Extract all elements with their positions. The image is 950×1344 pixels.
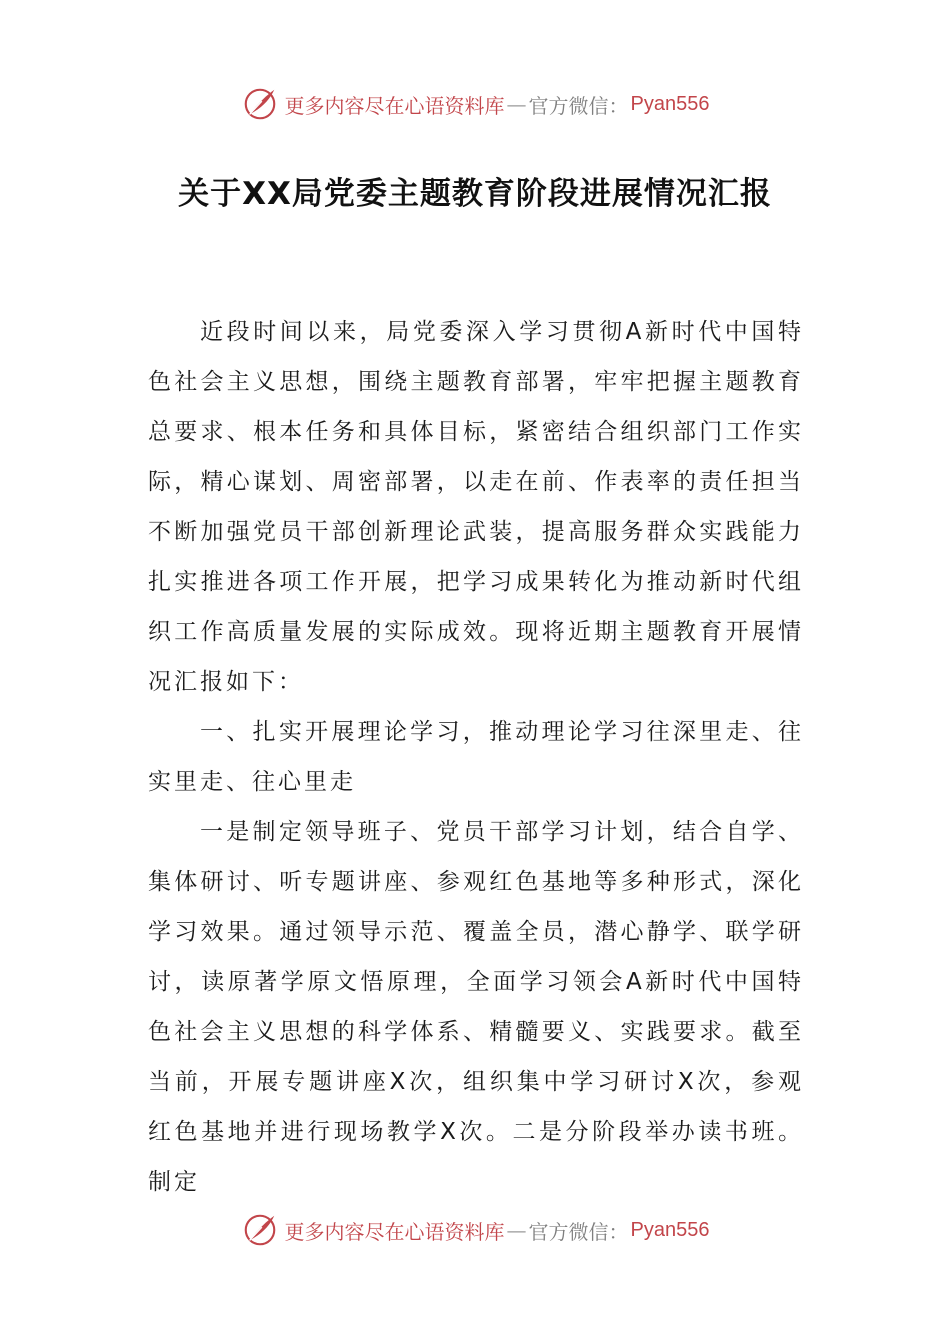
watermark-separator: — xyxy=(506,1218,527,1242)
watermark-label: 官方微信： xyxy=(528,93,629,118)
document-title: 关于XX局党委主题教育阶段进展情况汇报 xyxy=(178,176,772,212)
watermark-separator: — xyxy=(506,92,527,116)
body-paragraph-intro: 近段时间以来，局党委深入学习贯彻A新时代中国特色社会主义思想，围绕主题教育部署，牢牢把握主题教育总要求、根本任务和具体目标，紧密结合组织部门工作实际，精心谋划、周密部署，以走在前、作表率的责任担当不断加强党员干部创新理论武装，提高服务群众实践能力扎实推进各项工作开展，把学习成果转化为推动新时代组织工作高质量发展的实际成效。现将近期主题教育开展情况汇报如下： xyxy=(148,319,804,695)
watermark-footer xyxy=(0,1208,950,1252)
body-heading-section-1: 一、扎实开展理论学习，推动理论学习往深里走、往实里走、往心里走 xyxy=(148,719,804,795)
watermark-site-text: 更多内容尽在心语资料库 xyxy=(284,93,505,118)
body-paragraph-section-1: 一是制定领导班子、党员干部学习计划，结合自学、集体研讨、听专题讲座、参观红色基地等多种形式，深化学习效果。通过领导示范、覆盖全员，潜心静学、联学研讨，读原著学原文悟原理，全面学习领会A新时代中国特色社会主义思想的科学体系、精髓要义、实践要求。截至当前，开展专题讲座X次，组织集中学习研讨X次，参观红色基地并进行现场教学X次。二是分阶段举办读书班。制定 xyxy=(148,819,804,1195)
watermark-label: 官方微信： xyxy=(528,1219,629,1244)
quill-pen-logo-icon xyxy=(241,85,279,123)
watermark-site-text: 更多内容尽在心语资料库 xyxy=(284,1219,505,1244)
watermark-wechat-id: Pyan556 xyxy=(630,92,710,115)
quill-pen-logo-icon xyxy=(241,1211,279,1249)
watermark-wechat-id: Pyan556 xyxy=(630,1218,710,1241)
watermark-header xyxy=(0,82,950,126)
document-body xyxy=(148,307,804,1207)
